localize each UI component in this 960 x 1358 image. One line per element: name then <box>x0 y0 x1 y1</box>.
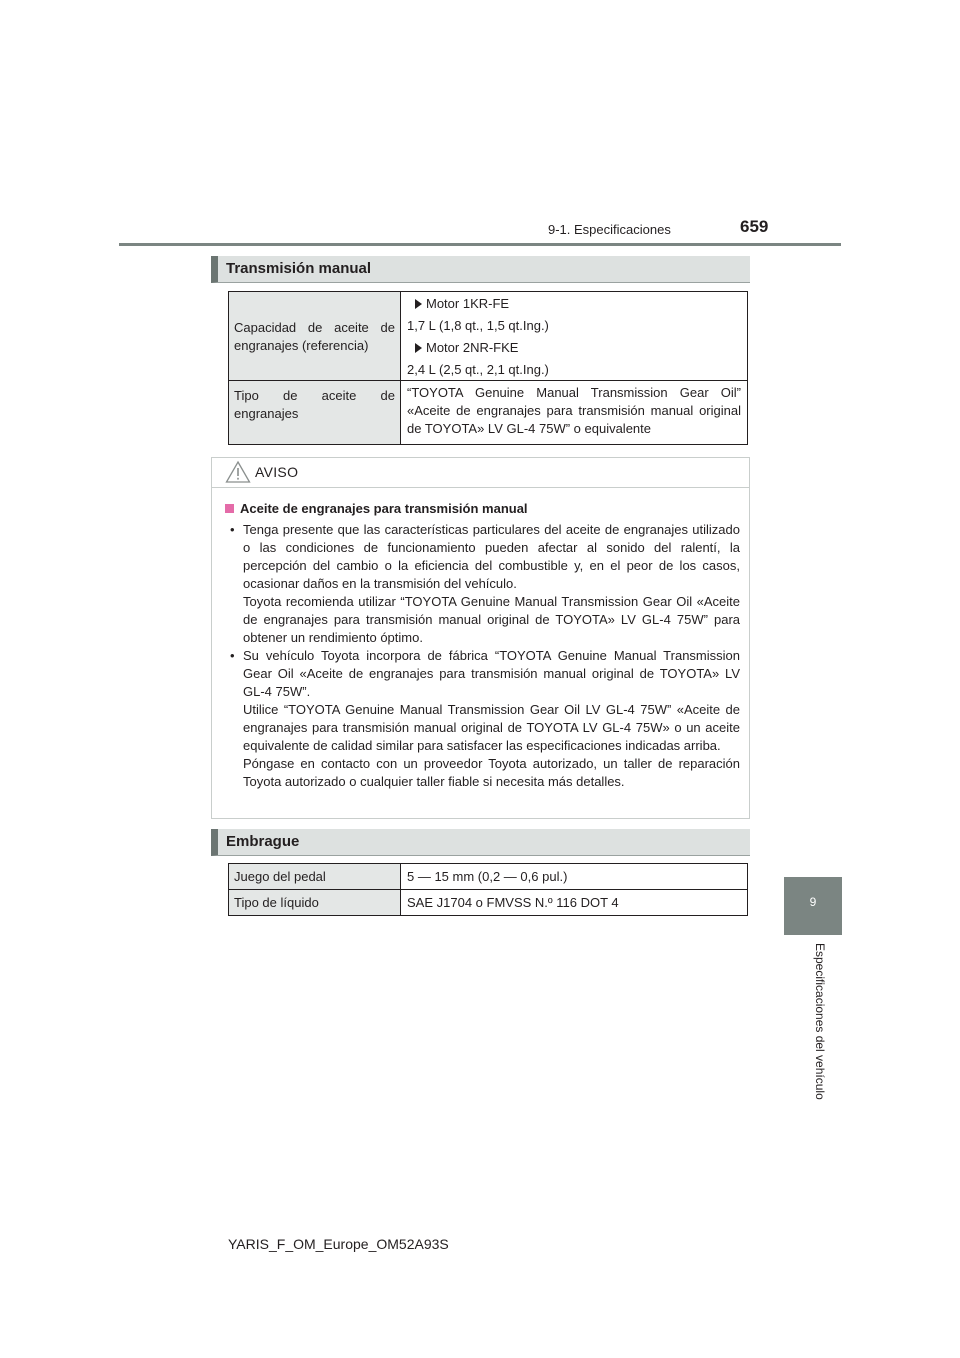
table-row <box>229 864 748 890</box>
table-row <box>229 292 748 381</box>
warning-bullet: • Tenga presente que las características particulares del aceite de engranajes utilizado o las condiciones de funcionamiento pueden afectar al sonido del ralentí, la percepción del cambio o la eficiencia del combustible y, en el peor de los casos, ocasionar daños en la transmisión del vehículo. <box>230 522 740 591</box>
arrow-icon <box>415 299 422 309</box>
chapter-number: 9 <box>809 895 817 909</box>
page-header <box>0 0 960 250</box>
bullet-dot-icon: • <box>230 648 235 663</box>
table-cell-label <box>229 864 401 890</box>
bullet-dot-icon: • <box>230 522 235 537</box>
warning-triangle-icon <box>225 460 251 489</box>
warning-bullet: • Su vehículo Toyota incorpora de fábrica “TOYOTA Genuine Manual Transmission Gear Oil «Aceite de engranajes para transmisión manual original de TOYOTA» LV GL-4 75W”. <box>230 648 740 699</box>
oil-type-text: “TOYOTA Genuine Manual Transmission Gear Oil” «Aceite de engranajes para transmisión manual original de TOYOTA» LV GL-4 75W” o equivalente <box>407 385 741 436</box>
warning-paragraph: Utilice “TOYOTA Genuine Manual Transmission Gear Oil LV GL-4 75W” «Aceite de engranajes para transmisión manual original de TOYOTA LV GL-4 75W» o un aceite equivalente de calidad similar para satisfacer las especificaciones indicadas arriba. <box>243 702 740 753</box>
arrow-icon <box>415 343 422 353</box>
label-line: Tipo de aceite de <box>234 388 395 403</box>
label-line: Capacidad de aceite de <box>234 320 395 335</box>
chapter-tab[interactable] <box>784 877 842 935</box>
table-cell-value <box>401 292 748 381</box>
warning-body <box>225 500 740 791</box>
warning-paragraph: Póngase en contacto con un proveedor Toyota autorizado, un taller de reparación Toyota autorizado o cualquier taller fiable si necesita más detalles. <box>243 756 740 789</box>
section-heading-clutch <box>211 829 750 856</box>
table-cell-label <box>229 890 401 916</box>
warning-box <box>211 457 750 819</box>
label-text: Tipo de líquido <box>234 895 319 910</box>
capacity-line: 1,7 L (1,8 qt., 1,5 qt.Ing.) <box>407 318 549 333</box>
square-bullet-icon <box>225 504 234 513</box>
engine-line: Motor 1KR-FE <box>415 295 741 313</box>
table-cell-value <box>401 890 748 916</box>
value-text: 5 — 15 mm (0,2 — 0,6 pul.) <box>407 869 568 884</box>
table-row <box>229 381 748 445</box>
label-line: engranajes <box>234 406 299 421</box>
warning-title: AVISO <box>255 464 299 480</box>
table-cell-value <box>401 381 748 445</box>
clutch-table <box>228 863 748 916</box>
section-heading-manual-transmission <box>211 256 750 283</box>
header-rule <box>119 243 841 246</box>
label-text: Juego del pedal <box>234 869 326 884</box>
section-heading-text: Embrague <box>226 833 300 850</box>
warning-header <box>212 458 749 488</box>
engine-line: Motor 2NR-FKE <box>415 339 741 357</box>
page-number: 659 <box>740 217 769 236</box>
label-line: engranajes (referencia) <box>234 338 369 353</box>
footer-document-code: YARIS_F_OM_Europe_OM52A93S <box>228 1236 449 1252</box>
warning-paragraph: Toyota recomienda utilizar “TOYOTA Genuine Manual Transmission Gear Oil «Aceite de engranajes para transmisión manual original de TOYOTA» LV GL-4 75W” para obtener un rendimiento óptimo. <box>243 594 740 645</box>
value-text: SAE J1704 o FMVSS N.º 116 DOT 4 <box>407 895 619 910</box>
section-reference: 9-1. Especificaciones <box>548 222 671 237</box>
table-cell-label <box>229 381 401 445</box>
table-cell-label <box>229 292 401 381</box>
table-row <box>229 890 748 916</box>
section-heading-text: Transmisión manual <box>226 260 372 277</box>
chapter-title: Especificaciones del vehículo <box>813 943 827 1100</box>
warning-subheading: Aceite de engranajes para transmisión manual <box>225 500 740 518</box>
capacity-line: 2,4 L (2,5 qt., 2,1 qt.Ing.) <box>407 362 549 377</box>
manual-transmission-table <box>228 291 748 445</box>
table-cell-value <box>401 864 748 890</box>
